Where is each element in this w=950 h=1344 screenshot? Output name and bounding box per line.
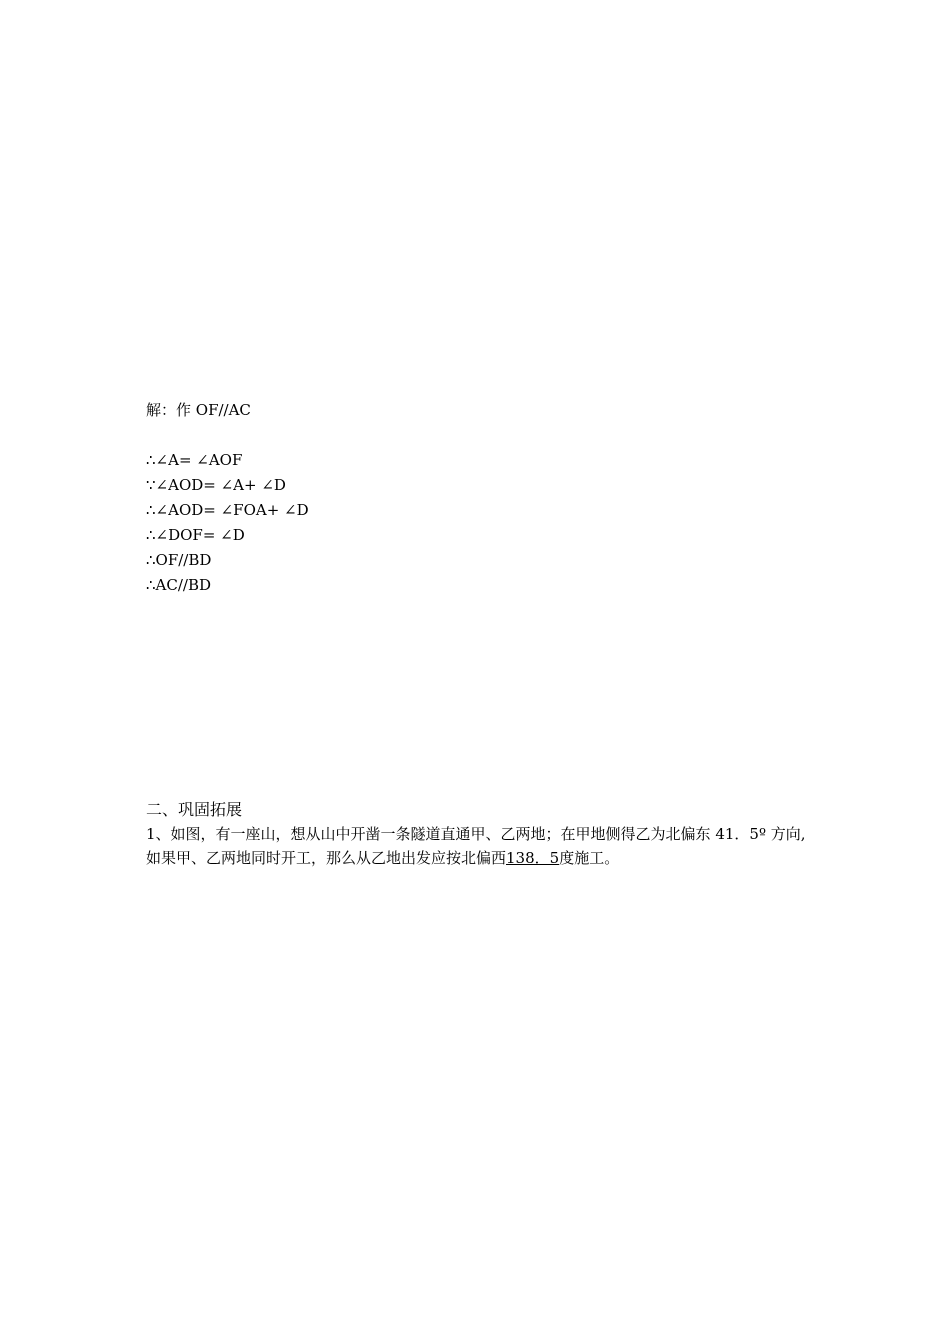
label-d: D xyxy=(461,165,481,195)
solution-intro: 解：作 OF//AC xyxy=(146,401,251,419)
label-o: O xyxy=(286,684,299,703)
tunnel-route xyxy=(541,998,746,1133)
angle-arc xyxy=(213,1058,241,1083)
segment-oa xyxy=(307,695,378,738)
label-c: C xyxy=(194,739,206,758)
solution-step: ∴∠DOF= ∠D xyxy=(146,526,245,544)
label-c: C xyxy=(173,322,192,352)
problem-text-part1: 1、如图，有一座山，想从山中开凿一条隧道直通甲、乙两地；在甲地侧得乙为北偏东 41．5º 方向,如果甲、乙两地同时开工，那么从乙地出发应按北偏西 xyxy=(146,825,806,867)
solution-step: ∴∠AOD= ∠FOA+ ∠D xyxy=(146,501,309,519)
solution-step: ∴∠A= ∠AOF xyxy=(146,451,243,469)
label-o: O xyxy=(312,241,332,271)
label-a: A xyxy=(505,1098,530,1135)
label-b: B xyxy=(160,165,177,195)
segment-do xyxy=(344,179,455,259)
place-label-jia: 甲地 xyxy=(188,1119,256,1159)
problem-text xyxy=(146,822,816,870)
label-b: B xyxy=(668,1119,691,1156)
label-d: D xyxy=(385,635,398,654)
label-f: F xyxy=(410,690,421,709)
solution-step: ∵∠AOD= ∠A+ ∠D xyxy=(146,476,286,494)
answer-blank: 138．5 xyxy=(506,849,560,867)
label-a: A xyxy=(455,332,472,362)
angle-label: 41.5º xyxy=(165,1017,235,1050)
inner-boundary xyxy=(549,1006,714,1124)
label-b: B xyxy=(186,635,197,654)
label-c: C xyxy=(743,982,768,1019)
label-a: A xyxy=(380,746,391,765)
label-d: D xyxy=(562,974,587,1011)
mountain-shape xyxy=(260,985,434,1113)
segment-oa xyxy=(344,259,453,323)
solution-step: ∴OF//BD xyxy=(146,551,212,569)
section-heading: 二、巩固拓展 xyxy=(146,800,243,819)
solution-step: ∴AC//BD xyxy=(146,576,212,594)
problem-text-part2: 度施工。 xyxy=(559,849,620,867)
segment-do xyxy=(307,643,381,695)
